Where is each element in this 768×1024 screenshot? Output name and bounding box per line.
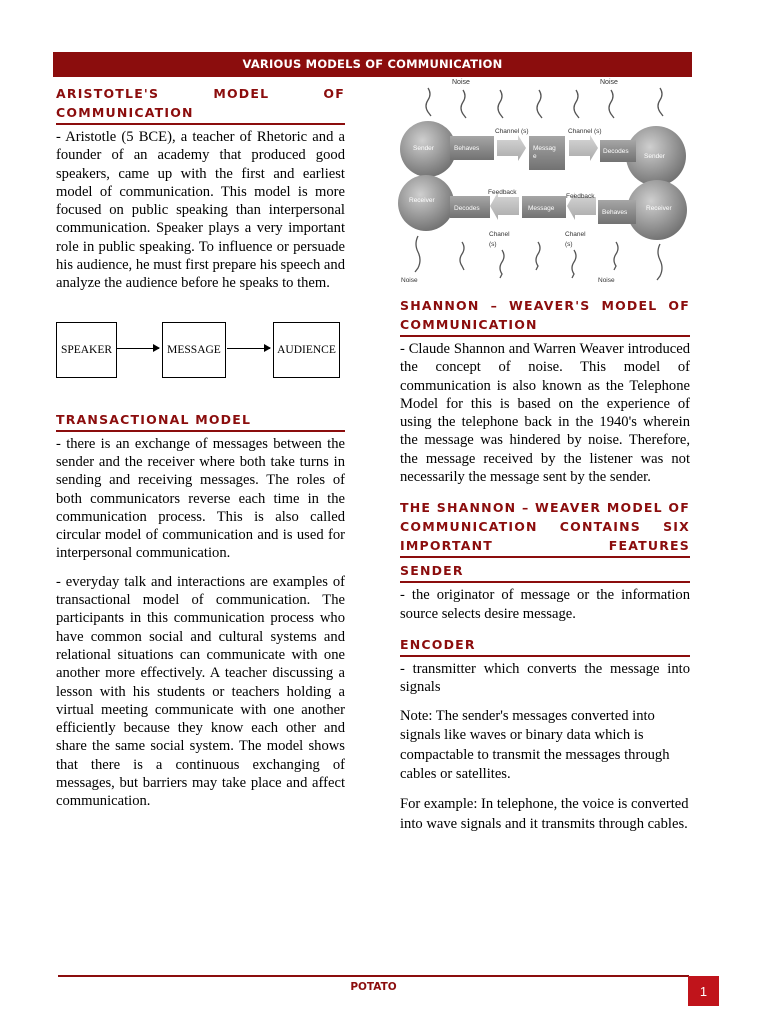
receiver-label-right: Receiver — [646, 205, 672, 212]
footer-text: POTATO — [350, 981, 397, 993]
arrow-left-icon — [490, 192, 519, 220]
aristotle-body: - Aristotle (5 BCE), a teacher of Rhetoric and a founder of an academy that produced good speakers, came up with the first and earliest model of communication. This model is more focused on public speaking than interpersonal communication. Speaker plays a very important role in public speaking. To influence or persuade his audience, he must first prepare his speech and analyze the audience before he speaks to them. — [56, 129, 345, 292]
page-banner: VARIOUS MODELS OF COMMUNICATION — [53, 52, 692, 77]
feedback-label-2: Feedback — [566, 193, 595, 200]
speaker-box: SPEAKER — [56, 322, 117, 378]
encoder-note: Note: The sender's messages converted into signals like waves or binary data which is compactable to transmit the messages through cables or satellites. — [400, 707, 670, 783]
features-heading: THE SHANNON – WEAVER MODEL OF COMMUNICATION CONTAINS SIX IMPORTANT FEATURES — [400, 498, 690, 558]
footer-rule — [58, 975, 689, 977]
audience-box: AUDIENCE — [273, 322, 340, 378]
left-column — [56, 84, 345, 811]
arrow-right-icon — [497, 135, 526, 161]
transactional-heading: TRANSACTIONAL MODEL — [56, 410, 345, 432]
decodes-label-bottom: Decodes — [454, 205, 480, 212]
behaves-label-bottom: Behaves — [602, 209, 628, 216]
decodes-label-top: Decodes — [603, 148, 629, 155]
right-column — [400, 296, 690, 834]
channel-label-2: Channel (s) — [568, 128, 602, 135]
message-box: MESSAGE — [162, 322, 226, 378]
sender-label-right: Sender — [644, 153, 665, 160]
receiver-label: Receiver — [409, 197, 435, 204]
message-label-top: Messag e — [533, 145, 556, 160]
noise-label-top-right: Noise — [600, 79, 618, 86]
transactional-body-1: - there is an exchange of messages between the sender and the receiver where both take turns in sending and receiving messages. The roles of both communicators reverse each time in the communication process. This is also called circular model of communication and is used for interpersonal communication. — [56, 435, 345, 562]
aristotle-heading: ARISTOTLE'S MODEL OF COMMUNICATION — [56, 84, 345, 125]
sender-heading: SENDER — [400, 561, 690, 583]
noise-label-bottom-right: Noise — [598, 277, 615, 284]
arrow-right-icon — [227, 348, 270, 349]
feedback-label-1: Feedback — [488, 189, 517, 196]
noise-label-bottom-left: Noise — [401, 277, 418, 284]
channel-label-1: Channel (s) — [495, 128, 529, 135]
transactional-body-2: - everyday talk and interactions are examples of transactional model of communication. The participants in this communication process who have common social and cultural systems and relational situations can communicate with one another more effectively. A teacher discussing a lesson with his students or teachers holding a virtual meeting communicate with one another efficiently because they know each other and share the same social system. The model shows that there is a continuous exchanging of messages, but barriers may take place and affect communication. — [56, 573, 345, 810]
shannon-weaver-diagram — [398, 76, 693, 288]
chanel-s-label-2: (s) — [565, 241, 573, 248]
arrow-right-icon — [569, 135, 598, 161]
arrow-right-icon — [117, 348, 159, 349]
page-number: 1 — [688, 976, 719, 1006]
message-label-bottom: Message — [528, 205, 555, 212]
sender-body: - the originator of message or the information source selects desire message. — [400, 587, 690, 622]
aristotle-diagram — [56, 311, 345, 411]
sender-label: Sender — [413, 145, 434, 152]
behaves-label: Behaves — [454, 145, 480, 152]
chanel-label-2: Chanel — [565, 231, 586, 238]
shannon-body: - Claude Shannon and Warren Weaver introduced the concept of noise. This model of communication is also known as the Telephone Model for this is based on the experience of using the telephone back in the 1940's wherein the message was hindered by noise. Therefore, the message received by the listener was not necessarily the message sent by the sender. — [400, 341, 690, 486]
encoder-example: For example: In telephone, the voice is converted into wave signals and it transmits through cables. — [400, 795, 689, 832]
encoder-body: - transmitter which converts the message into signals — [400, 660, 690, 696]
shannon-heading: SHANNON – WEAVER'S MODEL OF COMMUNICATION — [400, 296, 690, 337]
chanel-s-label-1: (s) — [489, 241, 497, 248]
encoder-heading: ENCODER — [400, 635, 690, 657]
chanel-label-1: Chanel — [489, 231, 510, 238]
noise-label-top-left: Noise — [452, 79, 470, 86]
